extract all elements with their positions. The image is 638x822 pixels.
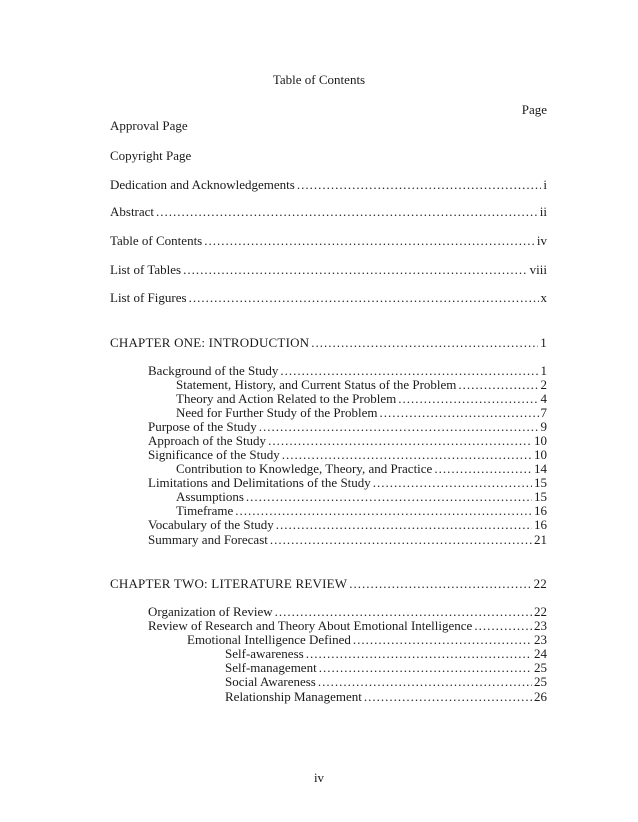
toc-entry-page: 14 <box>534 461 547 476</box>
toc-entry-label: List of Tables <box>110 262 182 277</box>
toc-entry-page: ii <box>539 204 547 219</box>
dot-leader <box>364 689 532 704</box>
dot-leader <box>268 433 532 448</box>
toc-entry-page: iv <box>536 233 547 248</box>
toc-entry-limitations <box>148 475 547 490</box>
toc-entry-label: Dedication and Acknowledgements <box>110 177 295 192</box>
toc-entry-list-of-tables <box>110 262 547 277</box>
toc-entry-page: 23 <box>534 632 547 647</box>
dot-leader <box>156 204 538 219</box>
dot-leader <box>398 391 538 406</box>
dot-leader <box>276 517 532 532</box>
toc-entry-label: Background of the Study <box>148 363 279 378</box>
toc-entry-label: Theory and Action Related to the Problem <box>176 391 397 406</box>
toc-entry-page: 16 <box>534 517 547 532</box>
dot-leader <box>379 405 538 420</box>
dot-leader <box>353 632 532 647</box>
toc-entry-label: Purpose of the Study <box>148 419 257 434</box>
toc-entry-page: 22 <box>533 576 547 591</box>
dot-leader <box>474 618 532 633</box>
toc-entry-dedication <box>110 177 547 192</box>
toc-entry-theory-action <box>176 391 547 406</box>
toc-entry-page: 10 <box>534 447 547 462</box>
toc-entry-page: 15 <box>534 475 547 490</box>
toc-entry-background <box>148 363 547 378</box>
toc-entry-timeframe <box>176 503 547 518</box>
dot-leader <box>183 262 528 277</box>
toc-entry-label: Organization of Review <box>148 604 273 619</box>
dot-leader <box>259 419 539 434</box>
toc-entry-vocabulary <box>148 517 547 532</box>
toc-entry-page: 22 <box>534 604 547 619</box>
toc-entry-label: CHAPTER ONE: INTRODUCTION <box>110 335 310 350</box>
dot-leader <box>434 461 532 476</box>
toc-entry-label: Vocabulary of the Study <box>148 517 274 532</box>
toc-entry-page: 9 <box>540 419 547 434</box>
toc-entry-label: Approval Page <box>110 118 188 133</box>
dot-leader <box>235 503 532 518</box>
toc-entry-organization <box>148 604 547 619</box>
toc-entry-page: 15 <box>534 489 547 504</box>
toc-entry-relationship-management <box>225 689 547 704</box>
toc-entry-table-of-contents <box>110 233 547 248</box>
toc-entry-label: Review of Research and Theory About Emotional Intelligence <box>148 618 473 633</box>
dot-leader <box>189 290 539 305</box>
toc-entry-page: 21 <box>534 532 547 547</box>
dot-leader <box>311 335 538 350</box>
toc-entry-approach <box>148 433 547 448</box>
page-column-header: Page <box>521 102 547 117</box>
dot-leader <box>318 674 532 689</box>
toc-entry-assumptions <box>176 489 547 504</box>
dot-leader <box>275 604 532 619</box>
toc-entry-label: Statement, History, and Current Status of the Problem <box>176 377 457 392</box>
toc-entry-page: 2 <box>540 377 547 392</box>
toc-entry-social-awareness <box>225 674 547 689</box>
dot-leader <box>297 177 542 192</box>
toc-entry-label: Significance of the Study <box>148 447 280 462</box>
toc-entry-label: Relationship Management <box>225 689 362 704</box>
toc-entry-label: CHAPTER TWO: LITERATURE REVIEW <box>110 576 348 591</box>
toc-entry-page: 10 <box>534 433 547 448</box>
toc-entry-label: Abstract <box>110 204 155 219</box>
toc-entry-list-of-figures <box>110 290 547 305</box>
toc-entry-copyright-page <box>110 148 547 163</box>
toc-entry-abstract <box>110 204 547 219</box>
toc-entry-label: Self-management <box>225 660 317 675</box>
page-title: Table of Contents <box>272 72 366 87</box>
dot-leader <box>204 233 535 248</box>
page-number: iv <box>313 770 325 785</box>
toc-entry-page: 1 <box>540 363 547 378</box>
dot-leader <box>246 489 532 504</box>
toc-entry-contribution <box>176 461 547 476</box>
toc-entry-label: Copyright Page <box>110 148 192 163</box>
dot-leader <box>319 660 532 675</box>
toc-entry-label: Timeframe <box>176 503 234 518</box>
dot-leader <box>282 447 532 462</box>
toc-entry-purpose <box>148 419 547 434</box>
toc-entry-significance <box>148 447 547 462</box>
dot-leader <box>373 475 532 490</box>
toc-entry-page: x <box>540 290 547 305</box>
toc-entry-self-management <box>225 660 547 675</box>
toc-entry-label: Limitations and Delimitations of the Study <box>148 475 371 490</box>
toc-entry-page: 24 <box>534 646 547 661</box>
dot-leader <box>306 646 532 661</box>
toc-entry-statement-history <box>176 377 547 392</box>
toc-entry-label: Need for Further Study of the Problem <box>176 405 378 420</box>
toc-chapter-two-heading <box>110 576 547 591</box>
dot-leader <box>458 377 538 392</box>
toc-entry-label: Approach of the Study <box>148 433 267 448</box>
toc-entry-page: 4 <box>540 391 547 406</box>
toc-entry-page: 25 <box>534 660 547 675</box>
toc-entry-label: List of Figures <box>110 290 187 305</box>
toc-entry-page: viii <box>529 262 547 277</box>
toc-entry-approval-page <box>110 118 547 133</box>
toc-entry-label: Self-awareness <box>225 646 304 661</box>
dot-leader <box>270 532 532 547</box>
toc-entry-self-awareness <box>225 646 547 661</box>
toc-entry-page: 25 <box>534 674 547 689</box>
toc-entry-page: 23 <box>534 618 547 633</box>
toc-entry-page: 26 <box>534 689 547 704</box>
toc-entry-label: Emotional Intelligence Defined <box>187 632 351 647</box>
toc-entry-review-research <box>148 618 547 633</box>
toc-chapter-one-heading <box>110 335 547 350</box>
toc-entry-label: Social Awareness <box>225 674 316 689</box>
toc-entry-page: 16 <box>534 503 547 518</box>
dot-leader <box>349 576 531 591</box>
toc-entry-page: 7 <box>540 405 547 420</box>
toc-entry-need-further-study <box>176 405 547 420</box>
toc-entry-page: i <box>543 177 547 192</box>
toc-entry-page: 1 <box>540 335 547 350</box>
toc-entry-ei-defined <box>187 632 547 647</box>
toc-entry-label: Table of Contents <box>110 233 203 248</box>
toc-entry-label: Assumptions <box>176 489 244 504</box>
toc-entry-summary-forecast <box>148 532 547 547</box>
dot-leader <box>280 363 538 378</box>
toc-entry-label: Contribution to Knowledge, Theory, and Practice <box>176 461 433 476</box>
toc-entry-label: Summary and Forecast <box>148 532 268 547</box>
